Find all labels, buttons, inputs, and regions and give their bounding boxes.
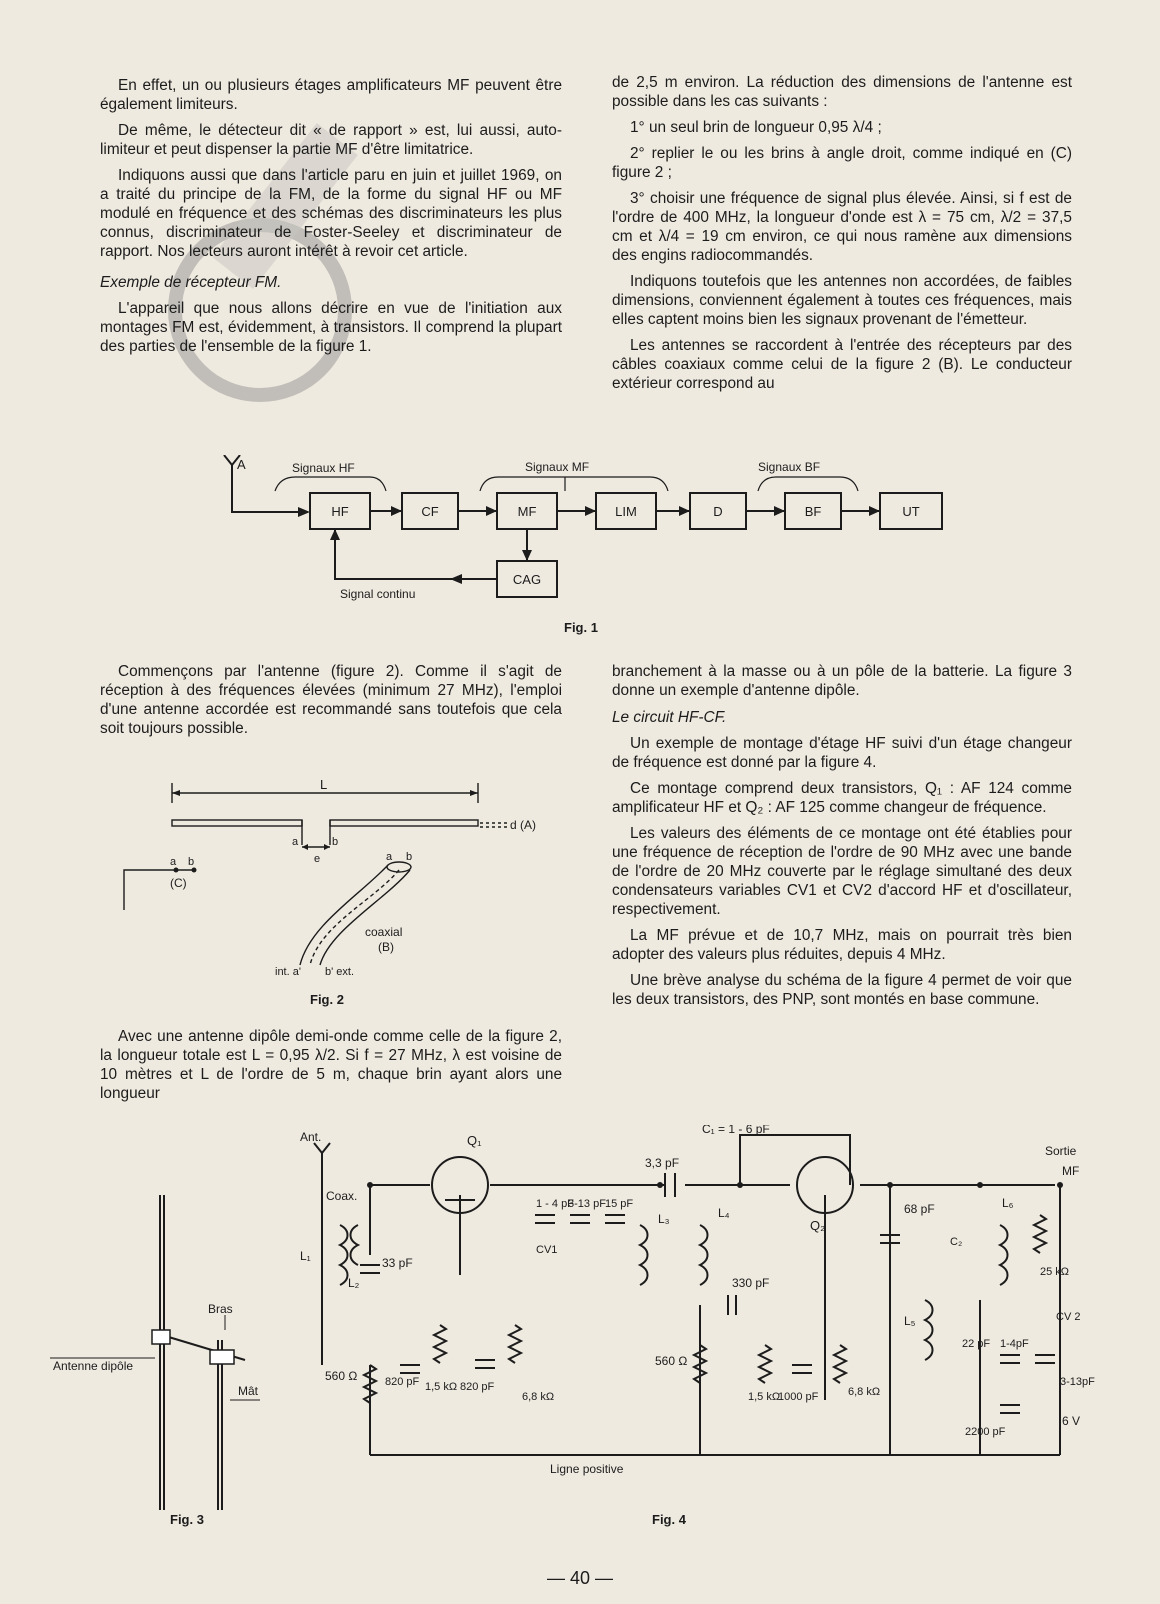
length-label: L <box>320 777 328 792</box>
figure-4-caption: Fig. 4 <box>652 1512 686 1527</box>
section-heading: Exemple de récepteur FM. <box>100 274 282 291</box>
paragraph: Les antennes se raccordent à l'entrée des récepteurs par des câbles coaxiaux comme celui de la figure 2 (B). Le conducteur extérieur correspond au <box>612 337 1072 392</box>
paragraph: Indiquons toutefois que les antennes non accordées, de faibles dimensions, conviennent également à toutes ces fréquences, mais elles captent moins bien les signaux provenant de l'émetteur. <box>612 273 1072 328</box>
l3-label: L₃ <box>658 1212 670 1226</box>
r560b-label: 560 Ω <box>655 1354 688 1368</box>
r68a-label: 6,8 kΩ <box>522 1391 555 1403</box>
list-item: 2° replier le ou les brins à angle droit, comme indiqué en (C) figure 2 ; <box>612 145 1072 181</box>
left-column-mid <box>100 662 562 745</box>
figure-1-block-diagram <box>220 455 960 645</box>
list-item: 1° un seul brin de longueur 0,95 λ/4 ; <box>630 119 882 136</box>
q1-label: Q₁ <box>467 1133 482 1148</box>
b-label: b <box>332 836 339 848</box>
c1000-label: 1000 pF <box>778 1391 819 1403</box>
paragraph: Avec une antenne dipôle demi-onde comme celle de la figure 2, la longueur totale est L = 0,95 λ/2. Si f = 27 MHz, λ est voisine de 10 mètres et L de l'ordre de 5 m, chaque brin ayant alors une longueur <box>100 1028 562 1102</box>
block-bf: BF <box>804 504 822 519</box>
c330-label: 330 pF <box>732 1276 770 1290</box>
right-column-mid <box>612 662 1072 1016</box>
b-label-b: b <box>406 851 413 863</box>
r68b-label: 6,8 kΩ <box>848 1386 881 1398</box>
a-label-c: a <box>170 856 177 868</box>
paragraph: Un exemple de montage d'étage HF suivi d'un étage changeur de fréquence est donné par la figure 4. <box>612 735 1072 771</box>
b-label-c: b <box>188 856 195 868</box>
l5-label: L₅ <box>904 1314 916 1328</box>
c68-label: 68 pF <box>904 1202 935 1216</box>
figure-1-caption: Fig. 1 <box>564 620 598 635</box>
paragraph: Commençons par l'antenne (figure 2). Comme il s'agit de réception à des fréquences élevées (minimum 27 MHz), l'emploi d'une antenne accordée est recommandé sans toutefois que cela soit toujours possible. <box>100 663 562 737</box>
r15b-label: 1,5 kΩ <box>748 1391 781 1403</box>
r25-label: 25 kΩ <box>1040 1266 1070 1278</box>
c33pf-label: 33 pF <box>382 1256 413 1270</box>
c15-label: 15 pF <box>605 1198 634 1210</box>
c2200-label: 2200 pF <box>965 1426 1006 1438</box>
int-label: int. a' <box>275 966 301 978</box>
paragraph: Les valeurs des éléments de ce montage ont été établies pour une fréquence de réception de l'ordre de 90 MHz avec une bande de l'ordre de 20 MHz couverte par le réglage simultané des deux condensateurs variables CV1 et CV2 d'accord HF et d'oscillateur, respectivement. <box>612 825 1072 918</box>
v6-label: 6 V <box>1062 1414 1081 1428</box>
block-cag: CAG <box>512 572 542 587</box>
c-label: (C) <box>170 876 187 890</box>
antenna-label: A <box>237 457 246 472</box>
a-label-b: a <box>386 851 393 863</box>
c14b-label: 1-4pF <box>1000 1338 1029 1350</box>
cv1-label: CV1 <box>536 1244 558 1256</box>
signal-continu-label: Signal continu <box>340 587 416 601</box>
figure-2-caption: Fig. 2 <box>310 992 344 1007</box>
c313b-label: 3-13pF <box>1060 1376 1095 1388</box>
coax-label: Coax. <box>326 1189 358 1203</box>
paragraph: De même, le détecteur dit « de rapport » est, lui aussi, auto-limiteur et peut dispenser la partie MF d'être limitatrice. <box>100 122 562 158</box>
block-hf: HF <box>331 504 349 519</box>
mat-label: Mât <box>238 1384 259 1398</box>
c1-label: C₁ = 1 - 6 pF <box>702 1125 770 1136</box>
bras-label: Bras <box>208 1302 233 1316</box>
figure-4-schematic <box>300 1125 1120 1520</box>
coaxial-label: coaxial <box>365 925 403 939</box>
l2-label: L₂ <box>348 1276 360 1290</box>
r15a-label: 1,5 kΩ <box>425 1381 458 1393</box>
antenne-label: Antenne dipôle <box>53 1359 134 1373</box>
section-heading: Le circuit HF-CF. <box>612 709 727 726</box>
c820b-label: 820 pF <box>460 1381 495 1393</box>
block-mf: MF <box>517 504 537 519</box>
c313-label: 3-13 pF <box>568 1198 606 1210</box>
l4-label: L₄ <box>718 1206 730 1220</box>
paragraph: Indiquons aussi que dans l'article paru en juin et juillet 1969, on a traité du principe de la FM, de la forme du signal HF ou MF modulé en fréquence et des schémas des discriminateurs les plus connus, discriminateur de Foster-Seeley et discriminateur de rapport. Nos lecteurs auront intérêt à revoir cet article. <box>100 167 562 260</box>
right-column-top <box>612 73 1072 400</box>
block-cf: CF <box>421 504 439 519</box>
paragraph: Une brève analyse du schéma de la figure 4 permet de voir que les deux transistors, des PNP, sont montés en base commune. <box>612 972 1072 1008</box>
list-item: 3° choisir une fréquence de signal plus élevée. Ainsi, si f est de l'ordre de 400 MHz, la longueur d'onde est λ = 75 cm, λ/2 = 37,5 cm et λ/4 = 19 cm environ, ce qui nous ramène aux dimensions des engins radiocommandés. <box>612 190 1072 264</box>
paragraph: L'appareil que nous allons décrire en vue de l'initiation aux montages FM est, évidemment, à transistors. Il comprend la plupart des parties de l'ensemble de la figure 1. <box>100 300 562 355</box>
paragraph: Ce montage comprend deux transistors, Q₁ : AF 124 comme amplificateur HF et Q₂ : AF 125 comme changeur de fréquence. <box>612 780 1072 816</box>
e-label: e <box>314 853 321 865</box>
signaux-mf-label: Signaux MF <box>525 460 590 474</box>
mf-label: MF <box>1062 1164 1080 1178</box>
l6-label: L₆ <box>1002 1196 1014 1210</box>
signaux-bf-label: Signaux BF <box>758 460 821 474</box>
b-paren-label: (B) <box>378 940 394 954</box>
ant-label: Ant. <box>300 1130 322 1144</box>
c820a-label: 820 pF <box>385 1376 420 1388</box>
ligne-label: Ligne positive <box>550 1462 624 1476</box>
block-ut: UT <box>902 504 920 519</box>
sortie-label: Sortie <box>1045 1144 1077 1158</box>
left-column-top <box>100 76 562 363</box>
c2-label: C₂ <box>950 1236 963 1248</box>
cv2-label: CV 2 <box>1056 1311 1081 1323</box>
page-number: — 40 — <box>546 1568 614 1588</box>
d-label: d (A) <box>510 818 537 832</box>
figure-3-caption: Fig. 3 <box>170 1512 204 1527</box>
r560a-label: 560 Ω <box>325 1369 358 1383</box>
c33-label: 3,3 pF <box>645 1156 680 1170</box>
block-lim: LIM <box>615 504 637 519</box>
c22-label: 22 pF <box>962 1338 991 1350</box>
paragraph: branchement à la masse ou à un pôle de la batterie. La figure 3 donne un exemple d'antenne dipôle. <box>612 663 1072 699</box>
figure-2-antenna-diagram <box>120 775 560 980</box>
paragraph: En effet, un ou plusieurs étages amplificateurs MF peuvent être également limiteurs. <box>100 77 562 113</box>
paragraph: de 2,5 m environ. La réduction des dimensions de l'antenne est possible dans les cas suivants : <box>612 74 1072 110</box>
block-d: D <box>713 504 723 519</box>
a-label: a <box>292 836 299 848</box>
left-column-bottom <box>100 1027 562 1110</box>
c14-label: 1 - 4 pF <box>536 1198 574 1210</box>
q2-label: Q₂ <box>810 1218 826 1233</box>
ext-label: b' ext. <box>325 966 355 978</box>
paragraph: La MF prévue et de 10,7 MHz, mais on pourrait très bien adopter des valeurs plus réduites, depuis 4 MHz. <box>612 927 1072 963</box>
l1-label: L₁ <box>300 1249 311 1263</box>
figure-3-dipole-diagram <box>50 1180 290 1520</box>
signaux-hf-label: Signaux HF <box>292 461 355 475</box>
